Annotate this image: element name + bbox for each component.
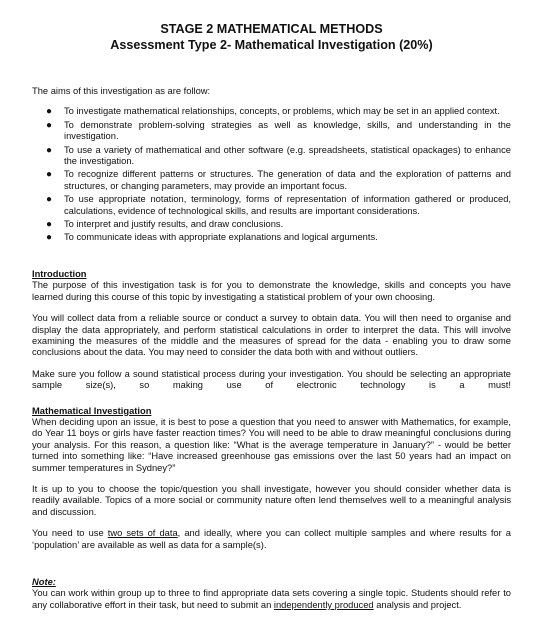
aims-item-text: To interpret and justify results, and draw conclusions. [64, 219, 284, 230]
aims-item-text: To recognize different patterns or structures. The generation of data and the exploration of patterns and structures, or changing parameters, may provide an important focus. [64, 169, 511, 191]
investigation-paragraph-2: It is up to you to choose the topic/question you shall investigate, however you should consider whether data is readily available. Topics of a more social or community nature often lend themselves well to a meaningful analysis and discussion. [32, 483, 511, 517]
note-heading: Note: [32, 577, 56, 587]
bullet-icon: ● [46, 194, 53, 206]
introduction-paragraph-2: You will collect data from a reliable source or conduct a survey to obtain data. You will then need to organise and display the data appropriately, and perform statistical calculations in order to interpret the data. This will involve examining the measures of the middle and the measures of spread for the data - enabling you to draw some conclusions about the data. You may need to consider the data both with and without outliers. [32, 313, 511, 358]
aims-list-item [32, 145, 511, 168]
aims-item-text: To communicate ideas with appropriate explanations and logical arguments. [64, 232, 378, 243]
aims-list-item [32, 194, 511, 217]
title-line-1: STAGE 2 MATHEMATICAL METHODS [160, 22, 383, 36]
introduction-paragraph-3: Make sure you follow a sound statistical process during your investigation. You should be selecting an appropriate sample size(s), so making use of electronic technology is a must! [32, 368, 511, 391]
investigation-p3-text-before: You need to use [32, 528, 108, 539]
aims-list-item [32, 106, 511, 117]
introduction-heading: Introduction [32, 268, 87, 279]
bullet-icon: ● [46, 232, 53, 244]
document-title [32, 22, 511, 53]
bullet-icon: ● [46, 144, 53, 156]
investigation-heading: Mathematical Investigation [32, 405, 152, 416]
aims-item-text: To use appropriate notation, terminology, forms of representation of information gathered or produced, calculations, evidence of technological skills, and results are important considerations. [64, 194, 511, 216]
aims-list [32, 106, 511, 243]
bullet-icon: ● [46, 219, 53, 231]
aims-item-text: To investigate mathematical relationships, concepts, or problems, which may be set in an applied context. [64, 106, 500, 117]
note-paragraph [32, 588, 511, 611]
investigation-paragraph-1: When deciding upon an issue, it is best to pose a question that you need to answer with Mathematics, for example, do Year 11 boys or girls have faster reaction times? You will need to be able to draw meaningful conclusions during your analysis. For this reason, a question like: “What is the average temperature in January?” - would be better turned into something like: “Have increased greenhouse gas emissions over the last 50 years had an impact on summer temperatures in Sydney?” [32, 416, 511, 473]
aims-item-text: To use a variety of mathematical and other software (e.g. spreadsheets, statistical opackages) to enhance the investigation. [64, 144, 511, 167]
aims-intro: The aims of this investigation as are follow: [32, 86, 211, 96]
title-line-2: Assessment Type 2- Mathematical Investigation (20%) [110, 37, 433, 52]
bullet-icon: ● [46, 169, 53, 181]
bullet-icon: ● [46, 119, 53, 131]
bullet-icon: ● [46, 106, 53, 118]
aims-list-item [32, 120, 511, 143]
aims-list-item [32, 232, 511, 243]
note-text-before: You can work within group up to three to find appropriate data sets covering a single topic. Students should refer to any collaborative effort in their task, but need to submit an [32, 588, 511, 610]
independently-produced-emphasis: independently produced [273, 599, 374, 610]
introduction-paragraph-1: The purpose of this investigation task is for you to demonstrate the knowledge, skills and concepts you have learned during this course of this topic by investigating a statistical problem of your own choosing. [32, 280, 511, 302]
investigation-paragraph-3 [32, 528, 511, 551]
aims-item-text: To demonstrate problem-solving strategies as well as knowledge, skills, and understanding in the investigation. [64, 119, 511, 142]
investigation-p3-text-after: , and ideally, where you can collect multiple samples and where results for a ‘population’ are available as well as data for a sample(s). [32, 528, 512, 550]
note-text-after: analysis and project. [373, 599, 462, 610]
aims-list-item [32, 219, 511, 230]
two-sets-of-data-emphasis: two sets of data [107, 528, 178, 539]
aims-list-item [32, 169, 511, 192]
